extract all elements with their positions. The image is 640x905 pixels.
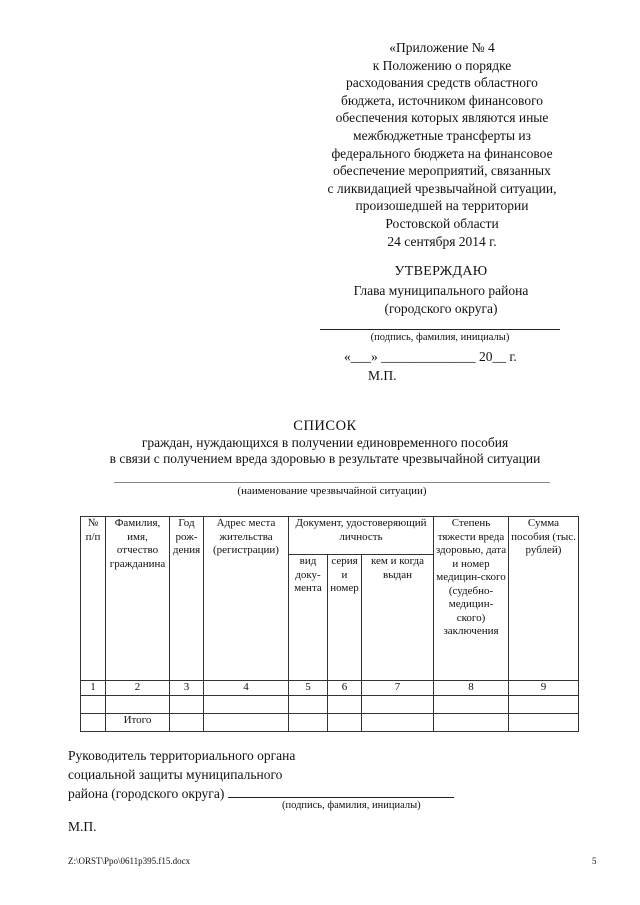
approval-signature-label: (подпись, фамилия, инициалы): [370, 332, 510, 343]
col-number: 5: [289, 681, 328, 696]
table-row: [81, 696, 579, 714]
footer-signature-line: [228, 785, 454, 798]
col-number: 4: [204, 681, 289, 696]
col-number: 6: [328, 681, 362, 696]
annex-line: обеспечение мероприятий, связанных: [333, 163, 551, 179]
header-address: Адрес места жительства (регистрации): [204, 517, 289, 681]
approval-block: [316, 263, 566, 319]
header-amount: Сумма пособия (тыс. рублей): [509, 517, 579, 681]
annex-line: к Положению о порядке: [372, 57, 512, 73]
annex-line: «Приложение № 4: [389, 40, 495, 55]
header-doc-type: вид доку-мента: [289, 555, 328, 681]
table-cell: [204, 696, 289, 714]
footer-line-2: социальной защиты муниципального: [68, 767, 283, 782]
annex-line: бюджета, источником финансового: [340, 92, 544, 108]
table-cell: [106, 696, 170, 714]
approval-signature-line: [320, 329, 560, 330]
approval-position-sub: (городского округа): [384, 301, 498, 316]
approval-position: Глава муниципального района: [353, 282, 529, 298]
total-row: [81, 714, 579, 732]
header-name: Фамилия, имя, отчество гражданина: [106, 517, 170, 681]
table-cell: [328, 714, 362, 732]
table-cell: [362, 714, 434, 732]
table-cell: [204, 714, 289, 732]
approval-date-line: «___» ______________ 20__ г.: [344, 349, 517, 364]
page-number: 5: [592, 856, 597, 866]
footer-signature-label: (подпись, фамилия, инициалы): [282, 800, 421, 811]
annex-line: расходования средств областного: [346, 75, 538, 91]
table-cell: [362, 696, 434, 714]
annex-line: 24 сентября 2014 г.: [387, 233, 497, 249]
header-document: Документ, удостоверяющий личность: [289, 517, 434, 555]
approval-title: УТВЕРЖДАЮ: [394, 264, 488, 279]
annex-line: обеспечения которых являются иные: [335, 110, 549, 126]
approval-seal: М.П.: [368, 368, 397, 383]
title-line-2: в связи с получением вреда здоровью в результате чрезвычайной ситуации: [109, 451, 541, 466]
col-number: 1: [81, 681, 106, 696]
annex-line: Ростовской области: [385, 215, 499, 231]
document-title: [60, 417, 590, 467]
table-cell: [434, 714, 509, 732]
annex-line: произошедшей на территории: [355, 198, 529, 214]
footer-signature-block: [68, 746, 454, 803]
table-cell: [170, 714, 204, 732]
column-number-row: [81, 681, 579, 696]
file-path: Z:\ORST\Ppo\0611p395.f15.docx: [68, 856, 191, 866]
emergency-name-label: (наименование чрезвычайной ситуации): [237, 485, 427, 497]
table-cell: [328, 696, 362, 714]
col-number: 2: [106, 681, 170, 696]
table-cell: [81, 696, 106, 714]
annex-block: [312, 39, 572, 250]
annex-line: с ликвидацией чрезвычайной ситуации,: [327, 180, 557, 196]
col-number: 9: [509, 681, 579, 696]
header-num: № п/п: [81, 517, 106, 681]
citizens-table: [80, 516, 579, 732]
annex-line: федерального бюджета на финансовое: [331, 145, 553, 161]
footer-seal: М.П.: [68, 819, 97, 834]
table-cell: [170, 696, 204, 714]
annex-line: межбюджетные трансферты из: [353, 127, 531, 143]
table-cell: [509, 696, 579, 714]
table-cell: [289, 714, 328, 732]
table-cell: [81, 714, 106, 732]
table-cell: [434, 696, 509, 714]
col-number: 8: [434, 681, 509, 696]
table-cell: [289, 696, 328, 714]
footer-line-3: района (городского округа): [68, 786, 225, 801]
title-line-1: граждан, нуждающихся в получении единовременного пособия: [141, 435, 509, 450]
total-label: Итого: [106, 714, 170, 732]
header-year: Год рож-дения: [170, 517, 204, 681]
header-severity: Степень тяжести вреда здоровью, дата и номер медицин-ского (судебно-медицин-ского) заключения: [434, 517, 509, 681]
table-cell: [509, 714, 579, 732]
col-number: 3: [170, 681, 204, 696]
header-doc-series: серия и номер: [328, 555, 362, 681]
col-number: 7: [362, 681, 434, 696]
emergency-name-line: [114, 482, 550, 483]
title-heading: СПИСОК: [293, 418, 357, 434]
header-doc-issued: кем и когда выдан: [362, 555, 434, 681]
footer-line-1: Руководитель территориального органа: [68, 748, 296, 763]
